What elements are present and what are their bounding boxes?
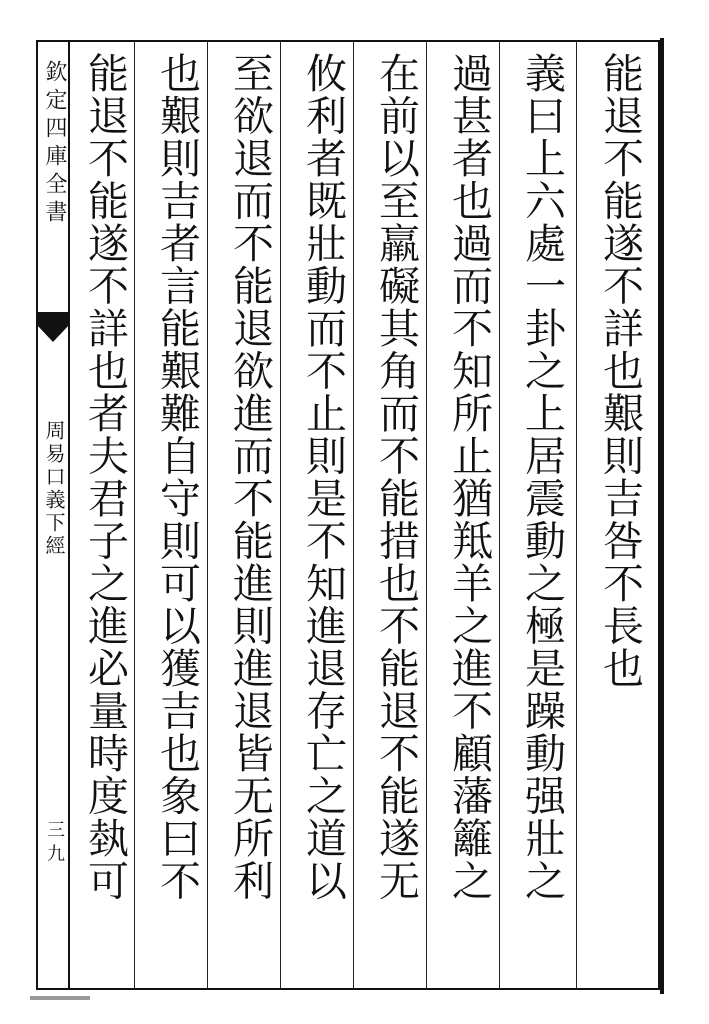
text-column: 至欲退而不能退欲進而不能進則進退皆无所利	[226, 52, 274, 902]
text-column: 義曰上六處一卦之上居震動之極是躁動强壯之	[518, 52, 566, 902]
column-rule	[280, 42, 281, 988]
column-rule	[353, 42, 354, 988]
text-column: 在前以至羸礙其角而不能措也不能退不能遂无	[372, 52, 420, 902]
column-rule	[499, 42, 500, 988]
book-title: 欽定四庫全書	[42, 60, 67, 228]
text-column: 也艱則吉者言能艱難自守則可以獲吉也象曰不	[153, 52, 201, 902]
column-rule	[207, 42, 208, 988]
column-rule	[426, 42, 427, 988]
column-rule	[134, 42, 135, 988]
page-number: 三九	[44, 820, 65, 868]
text-column: 攸利者既壯動而不止則是不知進退存亡之道以	[299, 52, 347, 902]
column-rule	[576, 42, 577, 988]
text-column: 過甚者也過而不知所止猶羝羊之進不顧藩籬之	[445, 52, 493, 902]
fishtail-mark-icon	[36, 312, 70, 342]
text-column: 能退不能遂不詳也艱則吉咎不長也	[596, 52, 644, 690]
text-column: 能退不能遂不詳也者夫君子之進必量時度埶可	[81, 52, 129, 902]
page-border-outer	[660, 38, 668, 994]
scan-artifact	[30, 996, 90, 1000]
margin-strip	[36, 40, 70, 990]
section-title: 周易口義下經	[42, 420, 66, 558]
